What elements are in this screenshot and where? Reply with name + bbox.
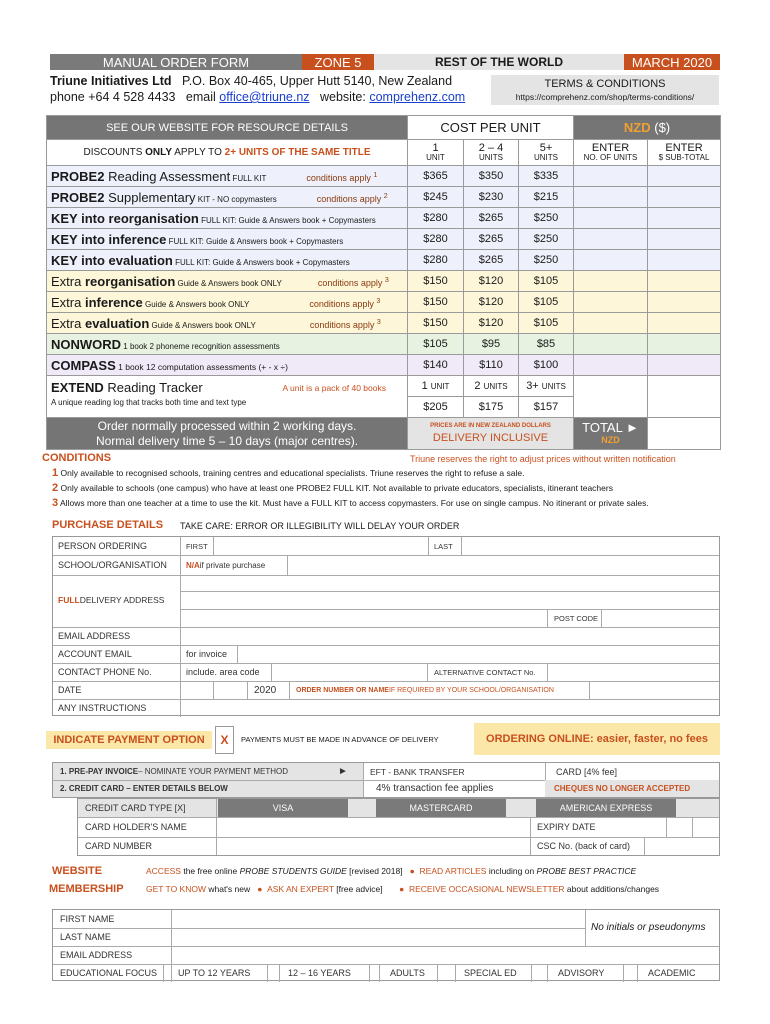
member-last-name-label: LAST NAME (60, 932, 111, 942)
company-address: P.O. Box 40-465, Upper Hutt 5140, New Zealand (181, 74, 453, 88)
units-input[interactable] (574, 313, 648, 334)
product-name: KEY into evaluation FULL KIT: Guide & Answers book + Copymasters (47, 250, 408, 271)
contact-line (50, 90, 465, 104)
price-5plus: $105 (519, 313, 574, 334)
payment-title: INDICATE PAYMENT OPTION (46, 731, 212, 749)
phone-field[interactable]: include. area code (186, 667, 260, 677)
subtotal-input[interactable] (648, 208, 721, 229)
price-1: $140 (408, 355, 464, 376)
website-link[interactable]: comprehenz.com (369, 90, 466, 104)
units-input[interactable] (574, 250, 648, 271)
subtotal-input[interactable] (648, 166, 721, 187)
see-website: SEE OUR WEBSITE FOR RESOURCE DETAILS (47, 116, 408, 140)
card-number-label: CARD NUMBER (85, 841, 153, 851)
price-1: $365 (408, 166, 464, 187)
units-input[interactable] (574, 376, 648, 418)
phone-label: CONTACT PHONE No. (58, 667, 152, 677)
enter-units-header: ENTER NO. OF UNITS (574, 140, 648, 166)
focus-option-adults[interactable]: ADULTS (390, 968, 425, 978)
membership-line-2: GET TO KNOW what's new ● ASK AN EXPERT [free advice] ● RECEIVE OCCASIONAL NEWSLETTER about additions/changes (146, 884, 660, 894)
price-5plus: $85 (519, 334, 574, 355)
units-input[interactable] (574, 187, 648, 208)
price-2-4: $265 (464, 229, 519, 250)
price-1: $150 (408, 313, 464, 334)
subtotal-input[interactable] (648, 292, 721, 313)
product-row (47, 229, 721, 250)
price-1: $150 (408, 271, 464, 292)
subtotal-input[interactable] (648, 271, 721, 292)
website-label: website: (319, 90, 366, 104)
edition-date: MARCH 2020 (624, 54, 720, 70)
membership-line-1: ACCESS the free online PROBE STUDENTS GUIDE [revised 2018] ● READ ARTICLES including on PROBE BEST PRACTICE (146, 866, 637, 876)
units-input[interactable] (574, 271, 648, 292)
enter-subtotal-header: ENTER $ SUB-TOTAL (648, 140, 721, 166)
instructions-label: ANY INSTRUCTIONS (58, 703, 147, 713)
price-5plus: $215 (519, 187, 574, 208)
delivery-note: Order normally processed within 2 working days. Normal delivery time 5 – 10 days (major centres). (47, 418, 408, 450)
zone-label: ZONE 5 (302, 54, 374, 70)
price-2-4: $120 (464, 292, 519, 313)
price-1: $280 (408, 250, 464, 271)
product-row (47, 355, 721, 376)
email-label: email (185, 90, 216, 104)
amex-option[interactable]: AMERICAN EXPRESS (536, 799, 676, 817)
extend-product: EXTEND Reading Tracker A unit is a pack of 40 books A unique reading log that tracks both time and text type (47, 376, 408, 418)
focus-option-12-16[interactable]: 12 – 16 YEARS (288, 968, 351, 978)
price-2-4: $230 (464, 187, 519, 208)
account-email-field[interactable]: for invoice (186, 649, 228, 659)
email-label: EMAIL ADDRESS (58, 631, 131, 641)
condition-2: 2 Only available to schools (one campus) who have at least one PROBE2 FULL KIT. Not available to private educators, specialists, itinerant teachers (52, 482, 613, 494)
person-ordering-label: PERSON ORDERING (58, 541, 148, 551)
subtotal-input[interactable] (648, 334, 721, 355)
product-name: Extra inference Guide & Answers book ONLY conditions apply $^3$ (47, 292, 408, 313)
cheques-note: CHEQUES NO LONGER ACCEPTED (554, 784, 691, 793)
currency-header (574, 116, 721, 140)
price-2-4: $120 (464, 313, 519, 334)
col-1-unit: 1 UNIT (408, 140, 464, 166)
company-name: Triune Initiatives Ltd (50, 74, 172, 88)
terms-title: TERMS & CONDITIONS (544, 78, 666, 90)
terms-url[interactable]: https://comprehenz.com/shop/terms-conditions/ (515, 92, 695, 102)
delivery-address-label: FULL DELIVERY ADDRESS (58, 595, 165, 605)
price-1: $280 (408, 229, 464, 250)
visa-option[interactable]: VISA (218, 799, 348, 817)
price-5plus: $105 (519, 292, 574, 313)
units-input[interactable] (574, 334, 648, 355)
product-row (47, 208, 721, 229)
focus-option-special-ed[interactable]: SPECIAL ED (464, 968, 517, 978)
extend-unit-1: 1 UNIT (408, 376, 464, 397)
extend-row (47, 376, 721, 397)
company-phone: phone +64 4 528 4433 (50, 90, 176, 104)
advance-note: PAYMENTS MUST BE MADE IN ADVANCE OF DELIVERY (241, 735, 439, 744)
total-input[interactable] (648, 418, 721, 450)
focus-label: EDUCATIONAL FOCUS (60, 968, 158, 978)
expiry-label: EXPIRY DATE (537, 822, 596, 832)
credit-card-option[interactable]: 2. CREDIT CARD – ENTER DETAILS BELOW (60, 784, 228, 793)
email-link[interactable]: office@triune.nz (219, 90, 310, 104)
col-2-4-units: 2 – 4 UNITS (464, 140, 519, 166)
member-first-name-label: FIRST NAME (60, 914, 115, 924)
purchase-title: PURCHASE DETAILS (52, 519, 164, 531)
product-row (47, 166, 721, 187)
focus-option-up-to-12[interactable]: UP TO 12 YEARS (178, 968, 251, 978)
date-label: DATE (58, 685, 82, 695)
school-label: SCHOOL/ORGANISATION (58, 560, 167, 570)
units-input[interactable] (574, 208, 648, 229)
ordering-online-banner[interactable]: ORDERING ONLINE: easier, faster, no fees (474, 723, 720, 755)
price-2-4: $265 (464, 250, 519, 271)
account-email-label: ACCOUNT EMAIL (58, 649, 132, 659)
price-2: $175 (464, 397, 519, 418)
payment-x-box[interactable]: X (215, 726, 234, 754)
subtotal-input[interactable] (648, 229, 721, 250)
product-row (47, 187, 721, 208)
card-option[interactable]: CARD [4% fee] (556, 766, 618, 777)
price-adjust-note: Triune reserves the right to adjust prices without written notification (410, 454, 676, 464)
price-1: $245 (408, 187, 464, 208)
price-2-4: $95 (464, 334, 519, 355)
discounts-note: DISCOUNTS ONLY APPLY TO 2+ UNITS OF THE SAME TITLE (47, 140, 408, 166)
membership-form (52, 909, 720, 981)
membership-title: MEMBERSHIP (49, 883, 124, 895)
product-row (47, 313, 721, 334)
mastercard-option[interactable]: MASTERCARD (376, 799, 506, 817)
subtotal-input[interactable] (648, 313, 721, 334)
region-label: REST OF THE WORLD (374, 54, 624, 70)
price-2-4: $350 (464, 166, 519, 187)
form-title: MANUAL ORDER FORM (50, 54, 302, 70)
date-year[interactable]: 2020 (254, 684, 277, 696)
product-name: KEY into inference FULL KIT: Guide & Answers book + Copymasters (47, 229, 408, 250)
product-row (47, 334, 721, 355)
units-input[interactable] (574, 355, 648, 376)
no-initials-note: No initials or pseudonyms (591, 922, 706, 933)
units-input[interactable] (574, 292, 648, 313)
company-line (50, 74, 452, 88)
eft-option[interactable]: EFT - BANK TRANSFER (370, 766, 465, 777)
price-5plus: $250 (519, 250, 574, 271)
school-field[interactable]: N/A if private purchase (186, 560, 266, 570)
product-row (47, 292, 721, 313)
price-5plus: $250 (519, 229, 574, 250)
alt-contact-label: ALTERNATIVE CONTACT No. (434, 667, 536, 677)
conditions-title: CONDITIONS (42, 452, 112, 464)
product-name: Extra evaluation Guide & Answers book ONLY conditions apply $^3$ (47, 313, 408, 334)
currency-symbol: ($) (654, 120, 671, 135)
last-name-field[interactable]: LAST (434, 541, 453, 551)
subtotal-input[interactable] (648, 250, 721, 271)
extend-unit-2: 2 UNITS (464, 376, 519, 397)
total-label: TOTAL ► NZD (574, 418, 648, 450)
price-5plus: $250 (519, 208, 574, 229)
price-5plus: $105 (519, 271, 574, 292)
price-2-4: $110 (464, 355, 519, 376)
arrow-icon: ► (338, 766, 348, 777)
product-row (47, 250, 721, 271)
price-3plus: $157 (519, 397, 574, 418)
order-number-label: ORDER NUMBER OR NAME IF REQUIRED BY YOUR SCHOOL/ORGANISATION (296, 686, 554, 694)
col-5-units: 5+ UNITS (519, 140, 574, 166)
price-1: $280 (408, 208, 464, 229)
units-input[interactable] (574, 166, 648, 187)
focus-option-academic[interactable]: ACADEMIC (648, 968, 696, 978)
price-5plus: $100 (519, 355, 574, 376)
product-row (47, 271, 721, 292)
product-name: COMPASS 1 book 12 computation assessments (+ - x ÷) (47, 355, 408, 376)
condition-1: 1 Only available to recognised schools, training centres and educational specialists. Triune reserves the right to refuse a sale. (52, 467, 525, 479)
price-2-4: $120 (464, 271, 519, 292)
member-email-label: EMAIL ADDRESS (60, 950, 133, 960)
subtotal-input[interactable] (648, 355, 721, 376)
price-1: $105 (408, 334, 464, 355)
extend-unit-3: 3+ UNITS (519, 376, 574, 397)
prices-note: PRICES ARE IN NEW ZEALAND DOLLARS DELIVERY INCLUSIVE (408, 418, 574, 450)
price-1: $205 (408, 397, 464, 418)
card-type-label: CREDIT CARD TYPE [X] (85, 803, 186, 813)
transaction-fee: 4% transaction fee applies (376, 783, 494, 794)
product-name: PROBE2 Reading Assessment FULL KIT conditions apply $^1$ (47, 166, 408, 187)
website-title: WEBSITE (52, 865, 103, 877)
purchase-form (52, 536, 720, 716)
terms-box[interactable] (491, 75, 719, 105)
product-name: KEY into reorganisation FULL KIT: Guide & Answers book + Copymasters (47, 208, 408, 229)
product-name: Extra reorganisation Guide & Answers book ONLY conditions apply $^3$ (47, 271, 408, 292)
product-name: NONWORD 1 book 2 phoneme recognition assessments (47, 334, 408, 355)
post-code-label: POST CODE (554, 613, 599, 623)
subtotal-input[interactable] (648, 376, 721, 418)
payment-options (52, 762, 720, 798)
price-table (46, 115, 721, 450)
prepay-invoice-option[interactable]: 1. PRE-PAY INVOICE – NOMINATE YOUR PAYMENT METHOD (60, 767, 289, 776)
cost-per-unit: COST PER UNIT (408, 116, 574, 140)
purchase-warning: TAKE CARE: ERROR OR ILLEGIBILITY WILL DELAY YOUR ORDER (180, 521, 460, 531)
condition-3: 3 Allows more than one teacher at a time to use the kit. Must have a FULL KIT to access copymasters. For use on single campus. No itinerant or private sales. (52, 497, 649, 509)
price-2-4: $265 (464, 208, 519, 229)
focus-option-advisory[interactable]: ADVISORY (558, 968, 605, 978)
card-holder-label: CARD HOLDER'S NAME (85, 822, 187, 832)
card-details (77, 798, 720, 856)
subtotal-input[interactable] (648, 187, 721, 208)
price-1: $150 (408, 292, 464, 313)
product-name: PROBE2 Supplementary KIT - NO copymasters conditions apply $^2$ (47, 187, 408, 208)
units-input[interactable] (574, 229, 648, 250)
price-5plus: $335 (519, 166, 574, 187)
csc-label: CSC No. (back of card) (537, 841, 631, 851)
first-name-field[interactable]: FIRST (186, 541, 208, 551)
currency: NZD (623, 120, 651, 135)
